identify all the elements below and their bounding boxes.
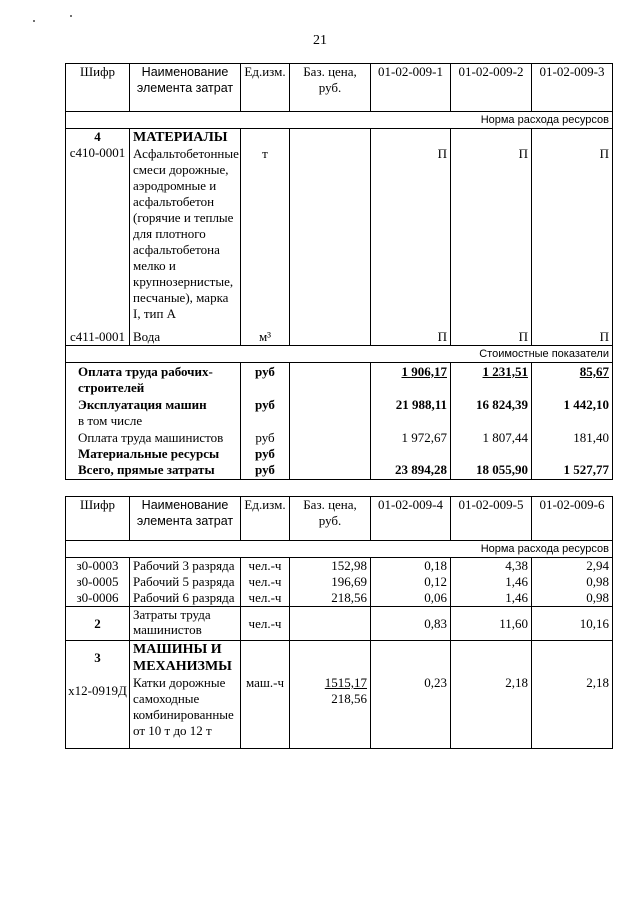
value-cell: 4,38 [505, 558, 528, 573]
resource-price: 196,69 [331, 574, 367, 589]
resource-price: 152,98 [331, 558, 367, 573]
resource-unit: маш.-ч [241, 641, 290, 749]
machines-price-cell [290, 641, 371, 749]
table-header [66, 497, 613, 541]
value-col3: П [532, 129, 613, 329]
value-cell: 1,46 [505, 590, 528, 605]
value-col1: П [371, 329, 451, 346]
cost-name: Оплата труда машинистов [78, 429, 224, 445]
table-row-water [66, 329, 613, 346]
band-norm [66, 112, 613, 129]
header-unit: Ед.изм. [241, 497, 290, 541]
cost-value: 181,40 [573, 429, 609, 445]
resource-name: Рабочий 5 разряда [133, 574, 235, 589]
cost-unit: руб [255, 363, 275, 379]
header-col2: 01-02-009-5 [451, 497, 532, 541]
value-cell: 0,98 [586, 590, 609, 605]
header-col3: 01-02-009-3 [532, 64, 613, 112]
value-col2: П [451, 129, 532, 329]
band-norm-label: Норма расхода ресурсов [66, 541, 613, 558]
value-col3: П [532, 329, 613, 346]
cost-name: Оплата труда рабочих-строителей [78, 363, 213, 395]
resource-unit: чел.-ч [241, 607, 290, 641]
header-col2: 01-02-009-2 [451, 64, 532, 112]
page-number: 21 [313, 33, 327, 48]
value-cell: 0,06 [424, 590, 447, 605]
resource-unit: чел.-ч [248, 558, 282, 573]
cost-value: 1 527,77 [563, 461, 609, 477]
resource-unit: м³ [241, 329, 290, 346]
band-cost [66, 345, 613, 362]
band-cost-label: Стоимостные показатели [66, 345, 613, 362]
value-col1: П [371, 129, 451, 329]
section-number: 4 [94, 129, 101, 144]
header-name: Наименование элемента затрат [130, 64, 241, 112]
header-code: Шифр [66, 64, 130, 112]
cost-col3 [532, 362, 613, 479]
band-norm-label: Норма расхода ресурсов [66, 112, 613, 129]
resource-code: з0-0006 [76, 590, 119, 605]
scan-speck [70, 15, 72, 17]
section-title: МАТЕРИАЛЫ [133, 130, 228, 145]
machines-name-cell [130, 641, 241, 749]
cost-value: 21 988,11 [395, 396, 447, 412]
value-cell: 1,46 [505, 574, 528, 589]
header-col1: 01-02-009-1 [371, 64, 451, 112]
cost-name: Материальные ресурсы [78, 445, 220, 461]
section-title: МАШИНЫ И МЕХАНИЗМЫ [133, 642, 232, 674]
cost-value: 1 442,10 [563, 396, 609, 412]
cost-unit: руб [255, 396, 275, 412]
resource-price [290, 607, 371, 641]
cost-unit: руб [255, 461, 275, 477]
cost-summary [66, 362, 613, 479]
worker-col3 [532, 558, 613, 607]
resource-price [290, 329, 371, 346]
value-col3: 10,16 [532, 607, 613, 641]
table-row-workers [66, 558, 613, 607]
resource-name: Рабочий 3 разряда [133, 558, 235, 573]
cost-value: 16 824,39 [476, 396, 528, 412]
resource-name: Вода [130, 329, 241, 346]
cost-name: Всего, прямые затраты [78, 461, 215, 477]
cost-value: 23 894,28 [395, 461, 447, 477]
cost-value: 18 055,90 [476, 461, 528, 477]
header-col3: 01-02-009-6 [532, 497, 613, 541]
table-row-machines [66, 641, 613, 749]
cost-name: Эксплуатация машин [78, 396, 207, 412]
table-header [66, 64, 613, 112]
machines-code-cell [66, 641, 130, 749]
worker-prices [290, 558, 371, 607]
value-cell: 0,12 [424, 574, 447, 589]
resource-unit: т [241, 129, 290, 329]
value-col1: 0,83 [371, 607, 451, 641]
section-number: 2 [66, 607, 130, 641]
resource-code: з0-0005 [76, 574, 119, 589]
cost-value: 1 972,67 [401, 429, 447, 445]
table-row-operators [66, 607, 613, 641]
worker-col2 [451, 558, 532, 607]
scan-speck [33, 20, 35, 22]
header-col1: 01-02-009-4 [371, 497, 451, 541]
value-cell: 0,98 [586, 574, 609, 589]
cost-names [66, 362, 241, 479]
header-name: Наименование элемента затрат [130, 497, 241, 541]
resource-unit: чел.-ч [248, 574, 282, 589]
resource-price [290, 129, 371, 329]
value-col2: 11,60 [451, 607, 532, 641]
resource-code: с411-0001 [66, 329, 130, 346]
cost-prices [290, 362, 371, 479]
header-price: Баз. цена, руб. [290, 64, 371, 112]
worker-names [130, 558, 241, 607]
cost-units [241, 362, 290, 479]
cost-unit: руб [255, 429, 275, 445]
value-cell: 0,18 [424, 558, 447, 573]
resource-table-2 [65, 496, 613, 749]
value-col1: 0,23 [371, 641, 451, 749]
resource-price: 1515,17 [324, 675, 367, 690]
cost-value: 1 906,17 [401, 363, 447, 379]
resource-name: Затраты труда машинистов [130, 607, 241, 641]
value-col2: 2,18 [451, 641, 532, 749]
value-col2: П [451, 329, 532, 346]
materials-name-cell [130, 129, 241, 329]
cost-value: 1 231,51 [482, 363, 528, 379]
value-col3: 2,18 [532, 641, 613, 749]
resource-name: Рабочий 6 разряда [133, 590, 235, 605]
resource-price: 218,56 [331, 590, 367, 605]
worker-codes [66, 558, 130, 607]
resource-code: х12-0919Д [68, 683, 127, 698]
worker-col1 [371, 558, 451, 607]
resource-unit: чел.-ч [248, 590, 282, 605]
resource-table-1 [65, 63, 613, 480]
resource-name: Асфальтобетонные смеси дорожные, аэродромные и асфальтобетон (горячие и теплые для плотного асфальтобетона мелко и крупнозернистые, песчаные), марка I, тип А [133, 146, 239, 321]
header-code: Шифр [66, 497, 130, 541]
header-unit: Ед.изм. [241, 64, 290, 112]
materials-code-cell [66, 129, 130, 329]
resource-name: Катки дорожные самоходные комбинированные от 10 т до 12 т [133, 675, 234, 738]
cost-name: в том числе [78, 412, 143, 428]
cost-value: 85,67 [579, 363, 609, 379]
value-cell: 2,94 [586, 558, 609, 573]
cost-value: 1 807,44 [482, 429, 528, 445]
cost-col1 [371, 362, 451, 479]
band-norm [66, 541, 613, 558]
cost-unit: руб [255, 445, 275, 461]
cost-col2 [451, 362, 532, 479]
section-number: 3 [94, 650, 101, 665]
worker-units [241, 558, 290, 607]
resource-price-sub: 218,56 [331, 691, 367, 706]
table-row-materials [66, 129, 613, 329]
header-price: Баз. цена, руб. [290, 497, 371, 541]
resource-code: с410-0001 [69, 145, 126, 160]
resource-code: з0-0003 [76, 558, 119, 573]
